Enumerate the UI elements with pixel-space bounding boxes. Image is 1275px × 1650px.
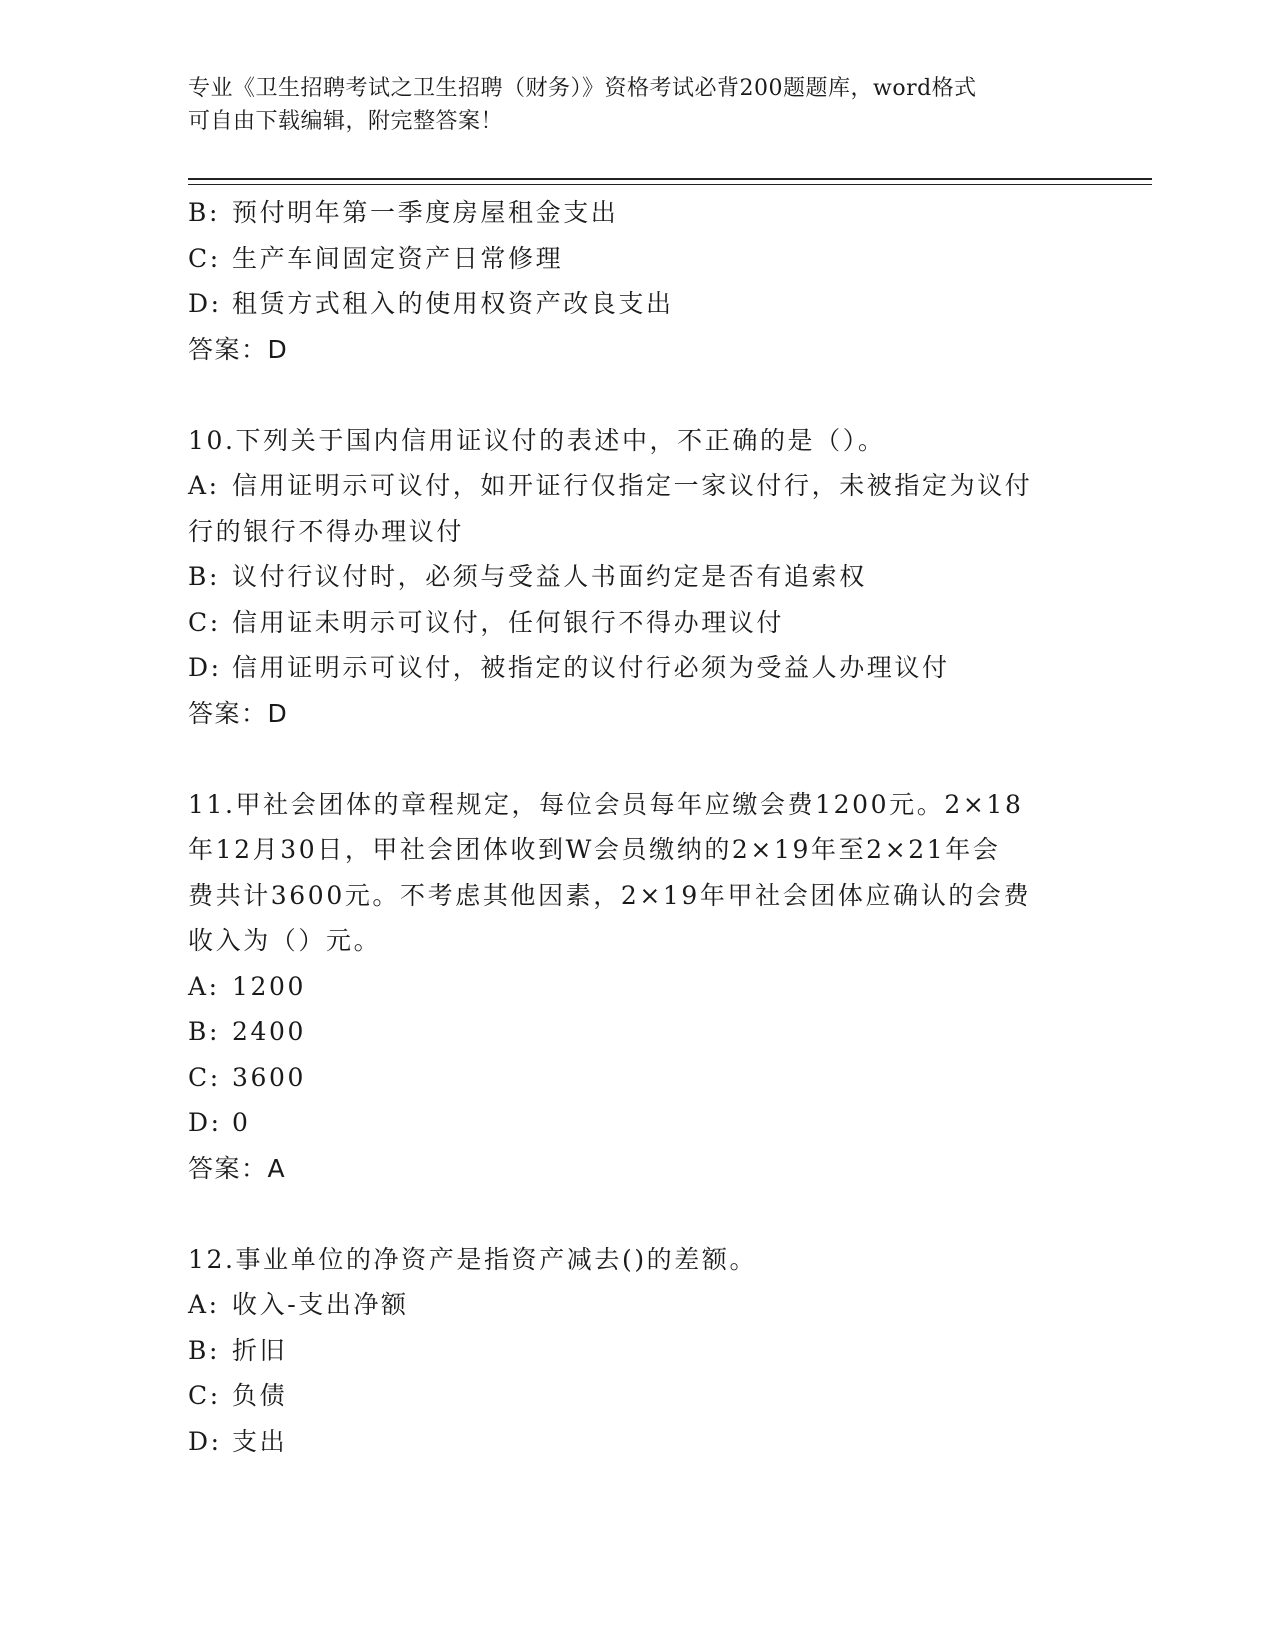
option-key: C:	[188, 1381, 221, 1410]
option-a	[188, 964, 1088, 1010]
question-content	[188, 190, 1088, 1464]
option-b	[188, 190, 1088, 236]
option-d	[188, 281, 1088, 327]
option-a	[188, 463, 1088, 509]
option-text: 信用证明示可议付，被指定的议付行必须为受益人办理议付	[232, 653, 950, 682]
option-key: A:	[188, 971, 220, 1001]
answer-label: 答案：D	[188, 698, 289, 728]
question-12	[188, 1237, 1088, 1465]
question-9	[188, 190, 1088, 372]
option-text: 租赁方式租入的使用权资产改良支出	[232, 289, 674, 318]
option-text: 信用证明示可议付，如开证行仅指定一家议付行，未被指定为议付	[232, 471, 1033, 500]
option-text: 负债	[232, 1381, 288, 1410]
answer-label: 答案：D	[188, 334, 289, 364]
option-text: 2400	[232, 1017, 307, 1046]
option-c	[188, 600, 1088, 646]
header-line-1: 专业《卫生招聘考试之卫生招聘（财务）》资格考试必背200题题库，word格式	[188, 76, 977, 101]
question-stem-line: 收入为（）元。	[188, 926, 382, 955]
option-d	[188, 645, 1088, 691]
header-divider-thick	[188, 178, 1152, 180]
option-a-continued: 行的银行不得办理议付	[188, 516, 465, 546]
answer-label: 答案：A	[188, 1153, 287, 1183]
spacer	[188, 372, 1088, 418]
option-key: B:	[188, 562, 220, 591]
option-text: 生产车间固定资产日常修理	[232, 243, 564, 273]
question-10	[188, 418, 1088, 737]
option-key: D:	[188, 1108, 222, 1137]
option-key: A:	[188, 471, 220, 500]
option-key: C:	[188, 243, 221, 273]
spacer	[188, 736, 1088, 782]
option-key: A:	[188, 1290, 220, 1319]
option-key: D:	[188, 1426, 222, 1456]
option-b	[188, 1009, 1088, 1055]
option-d	[188, 1419, 1088, 1465]
option-key: B:	[188, 198, 220, 227]
option-b	[188, 1328, 1088, 1374]
option-key: C:	[188, 1062, 221, 1092]
option-key: D:	[188, 653, 222, 682]
option-text: 0	[232, 1108, 251, 1137]
header-line-2: 可自由下载编辑，附完整答案！	[188, 109, 504, 134]
option-b	[188, 554, 1088, 600]
option-d	[188, 1100, 1088, 1146]
question-stem: 12.事业单位的净资产是指资产减去()的差额。	[188, 1244, 758, 1274]
question-11	[188, 782, 1088, 1192]
document-header	[188, 72, 1068, 138]
question-stem-line: 年12月30日，甲社会团体收到W会员缴纳的2×19年至2×21年会	[188, 835, 1001, 864]
question-stem-line: 11.甲社会团体的章程规定，每位会员每年应缴会费1200元。2×18	[188, 789, 1024, 819]
option-text: 折旧	[232, 1335, 288, 1365]
option-text: 预付明年第一季度房屋租金支出	[232, 198, 619, 227]
option-text: 支出	[232, 1426, 288, 1456]
spacer	[188, 1191, 1088, 1237]
option-text: 收入-支出净额	[232, 1290, 409, 1319]
option-c	[188, 1055, 1088, 1101]
option-key: B:	[188, 1335, 220, 1365]
option-key: D:	[188, 289, 222, 318]
option-text: 议付行议付时，必须与受益人书面约定是否有追索权	[232, 562, 867, 591]
option-text: 信用证未明示可议付，任何银行不得办理议付	[232, 607, 785, 637]
header-divider-thin	[188, 184, 1152, 185]
option-text: 3600	[232, 1062, 307, 1092]
option-key: C:	[188, 607, 221, 637]
question-stem: 10.下列关于国内信用证议付的表述中，不正确的是（）。	[188, 425, 886, 455]
option-key: B:	[188, 1017, 220, 1046]
option-text: 1200	[232, 971, 307, 1001]
question-stem-line: 费共计3600元。不考虑其他因素，2×19年甲社会团体应确认的会费	[188, 880, 1032, 910]
option-c	[188, 1373, 1088, 1419]
option-a	[188, 1282, 1088, 1328]
option-c	[188, 236, 1088, 282]
